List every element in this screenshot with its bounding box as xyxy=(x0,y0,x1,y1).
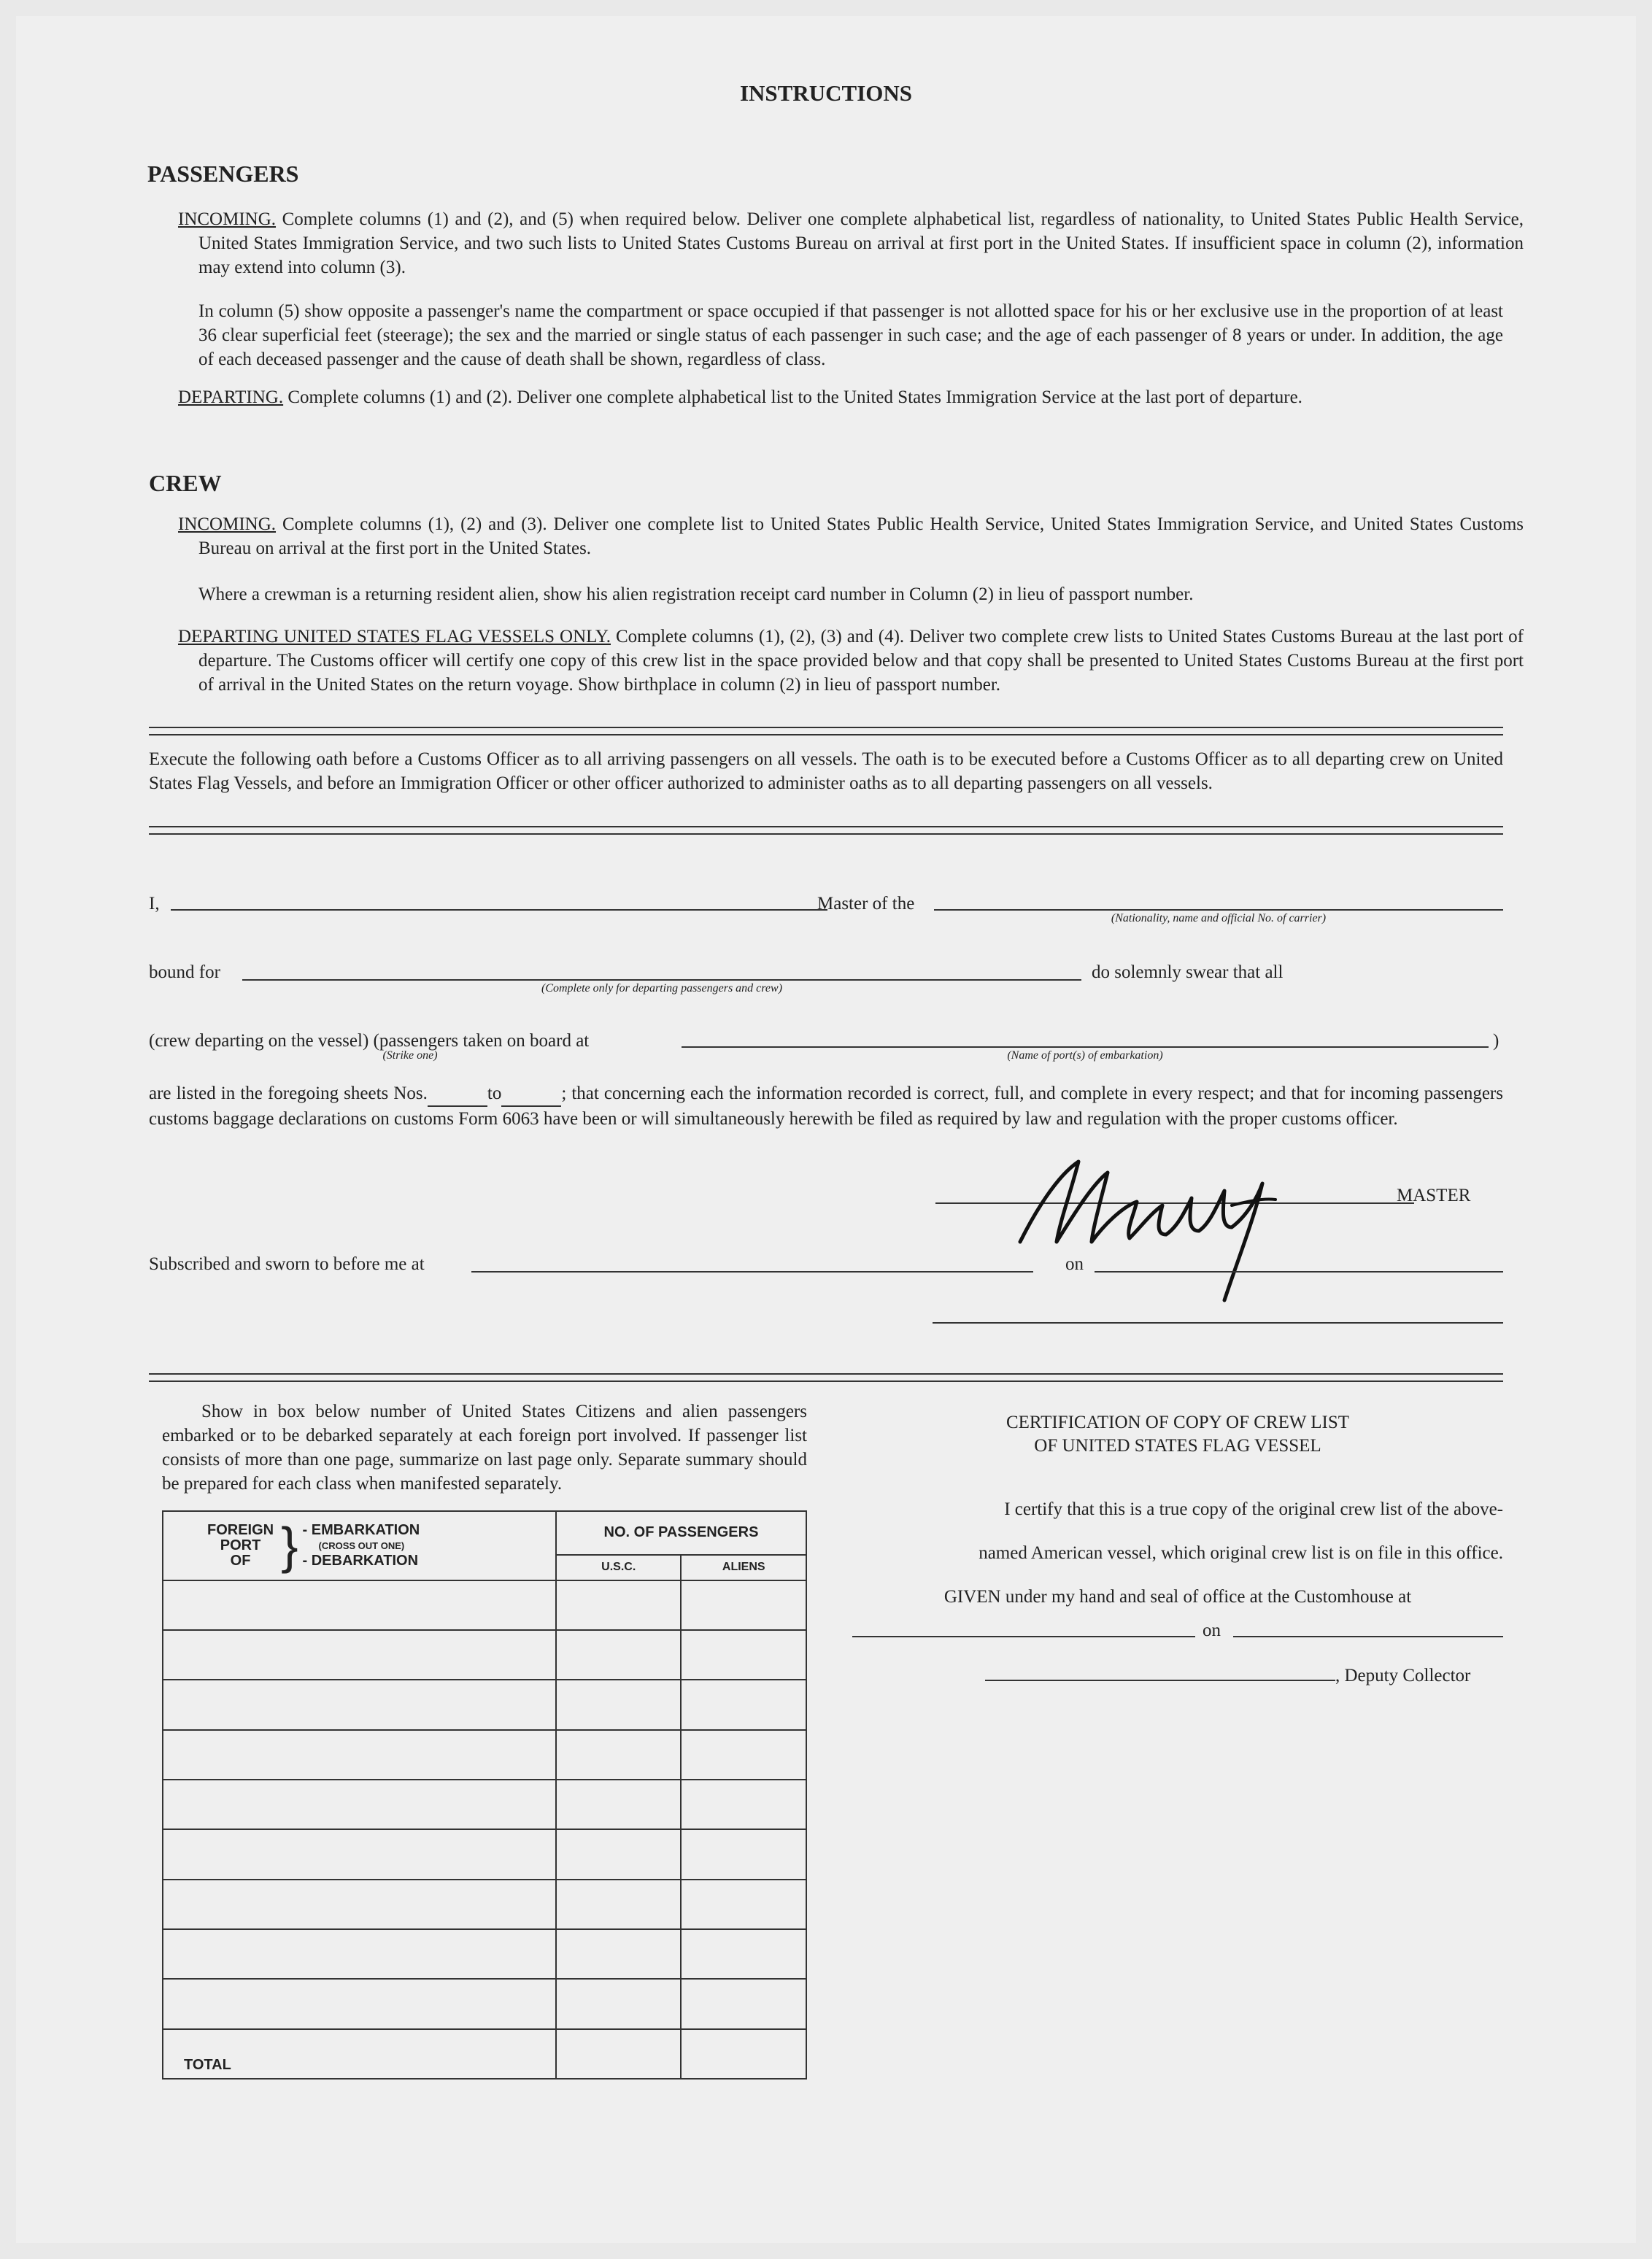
aliens-cell[interactable] xyxy=(681,1979,806,2028)
nationality-caption: (Nationality, name and official No. of carrier) xyxy=(1111,912,1327,924)
listed-to-text: to xyxy=(487,1084,502,1103)
deputy-signature-line[interactable] xyxy=(985,1680,1335,1681)
port-cell[interactable] xyxy=(163,1829,556,1879)
brace-symbol: } xyxy=(281,1517,298,1575)
total-usc-cell[interactable] xyxy=(556,2029,681,2079)
oath-statement xyxy=(149,1081,1503,1131)
complete-only-caption: (Complete only for departing passengers and crew) xyxy=(541,982,783,995)
table-row xyxy=(163,1979,806,2028)
port-cell[interactable] xyxy=(163,1630,556,1680)
passengers-incoming-paragraph xyxy=(178,207,1524,279)
foreign-port-of-label xyxy=(207,1523,274,1569)
usc-header: U.S.C. xyxy=(556,1555,681,1580)
foreign-port-header-cell xyxy=(163,1511,556,1580)
usc-cell[interactable] xyxy=(556,1630,681,1680)
port-cell[interactable] xyxy=(163,1680,556,1729)
crew-incoming-paragraph xyxy=(178,512,1524,560)
document-page xyxy=(16,16,1636,2243)
master-signature-image xyxy=(991,1132,1429,1308)
aliens-cell[interactable] xyxy=(681,1780,806,1829)
strike-one-caption: (Strike one) xyxy=(382,1049,438,1062)
subscribed-label: Subscribed and sworn to before me at xyxy=(149,1254,425,1274)
sworn-on-line[interactable] xyxy=(1095,1271,1503,1273)
passengers-departing-lead: DEPARTING. xyxy=(178,387,284,407)
close-paren: ) xyxy=(1493,1031,1499,1051)
cross-out-one-label: (CROSS OUT ONE) xyxy=(318,1540,405,1551)
usc-cell[interactable] xyxy=(556,1929,681,1979)
passengers-departing-paragraph xyxy=(178,385,1524,409)
master-name-line[interactable] xyxy=(171,909,827,911)
summary-instructions: Show in box below number of United States Citizens and alien passengers embarked or to be debarked separately at each foreign port involved. If passenger list consists of more than one page, summarize on last page only. Separate summary should be prepared for each class when manifested separately. xyxy=(162,1402,807,1494)
passengers-incoming-text: Complete columns (1) and (2), and (5) when required below. Deliver one complete alphabetical list, regardless of nationality, to United States Public Health Service, United States Immigration Service, and two such lists to United States Customs Bureau on arrival at first port in the United States. If insufficient space in column (2), information may extend into column (3). xyxy=(198,209,1524,277)
oath-i-label: I, xyxy=(149,894,160,914)
oath-instruction: Execute the following oath before a Customs Officer as to all arriving passengers on all vessels. The oath is to be executed before a Customs Officer as to all departing crew on United States Flag Vessels, and before an Immigration Officer or other officer authorized to administer oaths as to all departing passengers on all vessels. xyxy=(149,749,1503,793)
listed-text-a: are listed in the foregoing sheets Nos. xyxy=(149,1084,428,1103)
aliens-cell[interactable] xyxy=(681,1630,806,1680)
table-row xyxy=(163,1829,806,1879)
sworn-at-line[interactable] xyxy=(471,1271,1033,1273)
certification-text-line1: I certify that this is a true copy of the original crew list of the above- xyxy=(1004,1499,1503,1519)
passengers-column5-paragraph: In column (5) show opposite a passenger's name the compartment or space occupied if that passenger is not allotted space for his or her exclusive use in the proportion of at least 36 clear superficial feet (steerage); the sex and the married or single status of each passenger in such case; and the age of each passenger of 8 years or under. In addition, the age of each deceased passenger and the cause of death shall be shown, regardless of class. xyxy=(198,301,1503,369)
page-title: INSTRUCTIONS xyxy=(739,80,912,106)
aliens-cell[interactable] xyxy=(681,1829,806,1879)
of-label: OF xyxy=(230,1552,251,1569)
section-divider xyxy=(149,727,1503,735)
aliens-cell[interactable] xyxy=(681,1580,806,1630)
sheet-to-field[interactable] xyxy=(501,1081,561,1107)
table-row xyxy=(163,1730,806,1780)
port-label: PORT xyxy=(220,1537,261,1553)
foreign-label: FOREIGN xyxy=(207,1521,274,1538)
crew-departing-text: (crew departing on the vessel) (passengers taken on board at xyxy=(149,1031,590,1051)
crew-departing-paragraph xyxy=(178,625,1524,697)
port-cell[interactable] xyxy=(163,1979,556,2028)
total-label: TOTAL xyxy=(163,2029,556,2079)
sheet-from-field[interactable] xyxy=(428,1081,487,1107)
usc-cell[interactable] xyxy=(556,1780,681,1829)
embarkation-port-line[interactable] xyxy=(682,1046,1489,1048)
crew-incoming-text: Complete columns (1), (2) and (3). Deliver one complete list to United States Public Health Service, United States Immigration Service, and United States Customs Bureau on arrival at the first port in the United States. xyxy=(198,514,1524,558)
certification-on-label: on xyxy=(1203,1621,1221,1640)
certification-date-line[interactable] xyxy=(1233,1636,1503,1637)
port-caption: (Name of port(s) of embarkation) xyxy=(1007,1049,1163,1062)
bound-for-label: bound for xyxy=(149,962,220,982)
crew-incoming-lead: INCOMING. xyxy=(178,514,277,534)
given-under-text: GIVEN under my hand and seal of office at the Customhouse at xyxy=(943,1587,1412,1607)
passengers-departing-text: Complete columns (1) and (2). Deliver one complete alphabetical list to the United States Immigration Service at the last port of departure. xyxy=(283,387,1302,407)
total-aliens-cell[interactable] xyxy=(681,2029,806,2079)
table-row xyxy=(163,1780,806,1829)
aliens-cell[interactable] xyxy=(681,1929,806,1979)
table-row xyxy=(163,1630,806,1680)
deputy-collector-label: , Deputy Collector xyxy=(1335,1666,1471,1685)
port-cell[interactable] xyxy=(163,1730,556,1780)
passenger-summary-table xyxy=(162,1510,807,2080)
officer-signature-line[interactable] xyxy=(933,1322,1503,1324)
listed-text-b: ; that concerning each the information recorded is correct, full, and complete in every respect; and that for incoming passengers customs baggage declarations on customs Form 6063 have been or will simultaneously herewith be filed as required by law and regulation with the proper customs officer. xyxy=(149,1084,1503,1129)
port-cell[interactable] xyxy=(163,1780,556,1829)
debarkation-option[interactable]: - DEBARKATION xyxy=(302,1552,419,1569)
port-cell[interactable] xyxy=(163,1580,556,1630)
table-row xyxy=(163,1580,806,1630)
port-cell[interactable] xyxy=(163,1929,556,1979)
master-of-the-label: Master of the xyxy=(817,894,915,914)
usc-cell[interactable] xyxy=(556,1730,681,1780)
aliens-cell[interactable] xyxy=(681,1730,806,1780)
certification-text-line2: named American vessel, which original crew list is on file in this office. xyxy=(979,1543,1503,1563)
sworn-on-label: on xyxy=(1065,1254,1084,1274)
total-row xyxy=(163,2029,806,2079)
table-row xyxy=(163,1929,806,1979)
crew-returning-paragraph: Where a crewman is a returning resident alien, show his alien registration receipt card number in Column (2) in lieu of passport number. xyxy=(198,584,1194,604)
crew-departing-text: Complete columns (1), (2), (3) and (4). Deliver two complete crew lists to United States Customs Bureau at the last port of departure. The Customs officer will certify one copy of this crew list in the space provided below and that copy shall be presented to United States Customs Bureau at the first port of arrival in the United States on the return voyage. Show birthplace in column (2) in lieu of passport number. xyxy=(198,627,1524,695)
bound-for-line[interactable] xyxy=(242,979,1081,981)
section-divider xyxy=(149,826,1503,835)
carrier-line[interactable] xyxy=(934,909,1503,911)
crew-heading: CREW xyxy=(149,470,222,496)
no-of-passengers-header: NO. OF PASSENGERS xyxy=(556,1511,806,1555)
aliens-cell[interactable] xyxy=(681,1880,806,1929)
solemnly-swear-text: do solemnly swear that all xyxy=(1092,962,1284,982)
master-label: MASTER xyxy=(1397,1186,1471,1205)
usc-cell[interactable] xyxy=(556,1580,681,1630)
aliens-cell[interactable] xyxy=(681,1680,806,1729)
usc-cell[interactable] xyxy=(556,1979,681,2028)
usc-cell[interactable] xyxy=(556,1680,681,1729)
port-cell[interactable] xyxy=(163,1880,556,1929)
embarkation-option[interactable]: - EMBARKATION xyxy=(302,1521,420,1538)
section-divider xyxy=(149,1373,1503,1382)
passengers-incoming-lead: INCOMING. xyxy=(178,209,277,229)
certification-title xyxy=(852,1411,1503,1458)
passengers-heading: PASSENGERS xyxy=(147,161,299,187)
certification-title-line1: CERTIFICATION OF COPY OF CREW LIST xyxy=(1006,1413,1350,1432)
usc-cell[interactable] xyxy=(556,1829,681,1879)
crew-departing-lead: DEPARTING UNITED STATES FLAG VESSELS ONLY. xyxy=(178,627,611,646)
customhouse-line[interactable] xyxy=(852,1636,1195,1637)
table-row xyxy=(163,1680,806,1729)
certification-title-line2: OF UNITED STATES FLAG VESSEL xyxy=(1034,1436,1321,1456)
table-row xyxy=(163,1880,806,1929)
usc-cell[interactable] xyxy=(556,1880,681,1929)
aliens-header: ALIENS xyxy=(681,1555,806,1580)
